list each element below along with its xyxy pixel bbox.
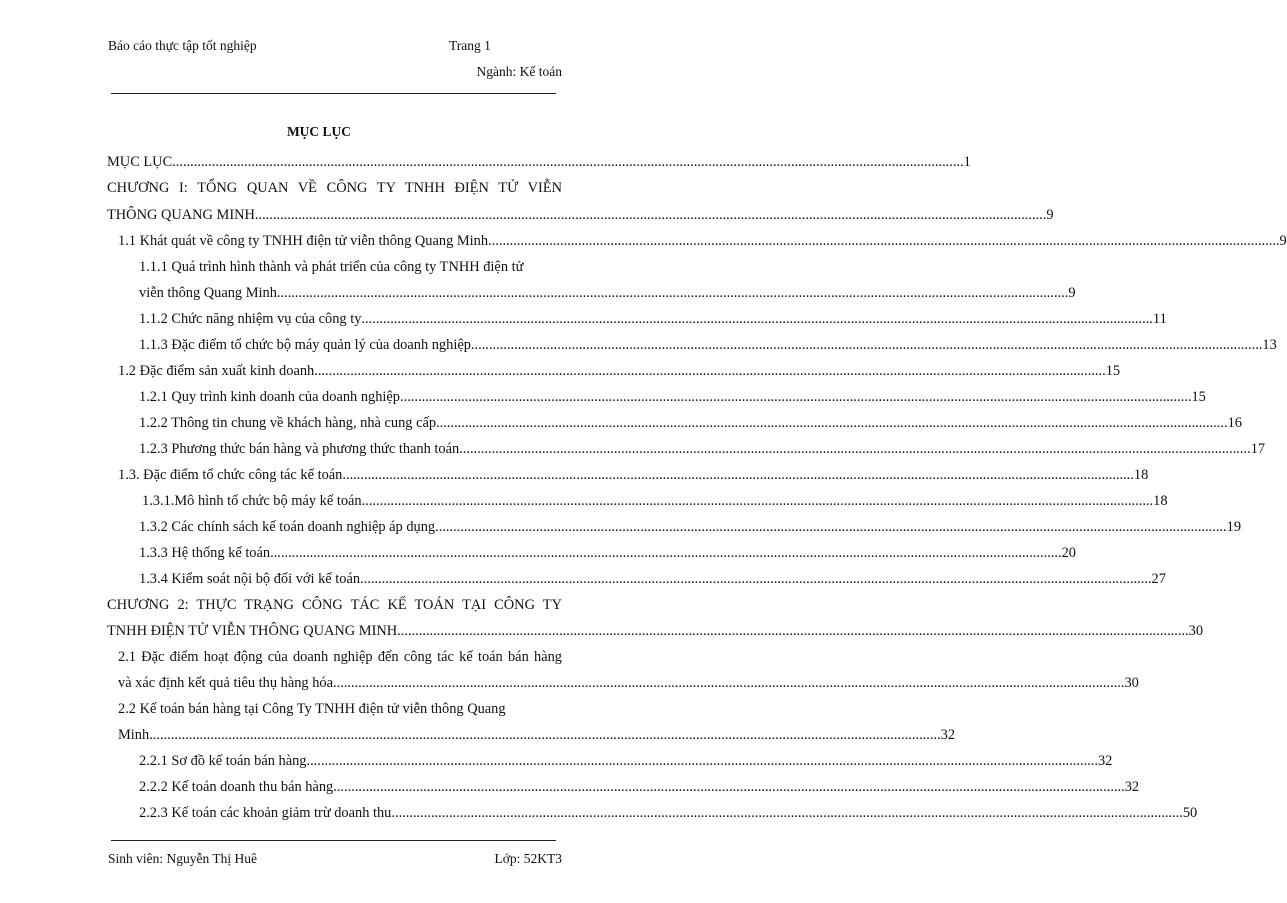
toc-leader-dots: ............................................................................................................................................................................................................................ <box>276 285 1069 301</box>
toc-entry-text: MỤC LỤC <box>107 154 173 170</box>
toc-leader-dots: ............................................................................................................................................................................................................................ <box>459 441 1251 457</box>
toc-leader-dots: ............................................................................................................................................................................................................................ <box>488 233 1280 249</box>
toc-leader-dots: ............................................................................................................................................................................................................................ <box>470 337 1263 353</box>
toc-entry-text: 1.2.2 Thông tin chung về khách hàng, nhà cung cấp <box>139 415 437 431</box>
toc-entry-page: 16 <box>1227 415 1242 431</box>
toc-entry-text: TNHH ĐIỆN TỬ VIỄN THÔNG QUANG MINH <box>107 623 398 639</box>
toc-entry-page: 1 <box>963 154 971 170</box>
toc-entry-page: 18 <box>1133 467 1149 483</box>
toc-entry-page: 11 <box>1152 311 1167 327</box>
toc-entry-line1[interactable]: 2.1 Đặc điểm hoạt động của doanh nghiệp đến công tác kế toán bán hàng <box>118 649 562 665</box>
toc-entry[interactable] <box>139 543 1076 564</box>
footer-student: Sinh viên: Nguyễn Thị Huê <box>108 851 257 866</box>
toc-entry-page: 32 <box>1097 753 1113 769</box>
toc-entry-page: 27 <box>1151 571 1166 587</box>
toc-entry[interactable] <box>107 152 971 173</box>
toc-entry[interactable] <box>139 803 1198 824</box>
toc-entry-text: 1.3. Đặc điểm tổ chức công tác kế toán <box>118 467 343 483</box>
toc-entry-page: 20 <box>1061 545 1076 561</box>
toc-entry[interactable] <box>139 309 1167 330</box>
toc-entry-text: 2.2.3 Kế toán các khoản giảm trừ doanh thu <box>139 805 392 821</box>
toc-entry-line1[interactable]: CHƯƠNG 2: THỰC TRẠNG CÔNG TÁC KẾ TOÁN TẠI CÔNG TY <box>107 597 562 613</box>
toc-entry-page: 50 <box>1182 805 1198 821</box>
toc-entry[interactable] <box>139 777 1140 798</box>
toc-entry[interactable] <box>139 751 1113 772</box>
toc-entry[interactable] <box>139 413 1242 434</box>
toc-leader-dots: ............................................................................................................................................................................................................................ <box>254 207 1047 223</box>
toc-entry[interactable] <box>118 725 956 746</box>
toc-entry-text: 1.1 Khát quát về công ty TNHH điện tử viễn thông Quang Minh <box>118 233 489 249</box>
toc-leader-dots: ............................................................................................................................................................................................................................ <box>361 311 1153 327</box>
toc-leader-dots: ............................................................................................................................................................................................................................ <box>397 623 1189 639</box>
toc-entry-page: 9 <box>1068 285 1076 301</box>
toc-entry-line1[interactable]: CHƯƠNG I: TỔNG QUAN VỀ CÔNG TY TNHH ĐIỆN TỬ VIỄN <box>107 180 562 196</box>
toc-entry[interactable] <box>142 491 1168 512</box>
toc-leader-dots: ............................................................................................................................................................................................................................ <box>360 571 1152 587</box>
toc-entry-line1[interactable]: 2.2 Kế toán bán hàng tại Công Ty TNHH điện tử viễn thông Quang <box>118 701 506 717</box>
toc-entry-text: 1.3.1.Mô hình tổ chức bộ máy kế toán <box>142 493 362 509</box>
header-major: Ngành: Kế toán <box>476 64 562 79</box>
toc-entry-page: 18 <box>1153 493 1168 509</box>
toc-entry[interactable] <box>118 673 1139 694</box>
toc-entry[interactable] <box>139 387 1206 408</box>
toc-entry[interactable] <box>139 335 1277 356</box>
toc-entry-page: 19 <box>1226 519 1242 535</box>
toc-entry[interactable] <box>139 517 1242 538</box>
footer-rule <box>111 840 556 841</box>
toc-entry[interactable] <box>118 361 1121 382</box>
toc-entry[interactable] <box>107 205 1054 226</box>
toc-entry-text: 1.1.2 Chức năng nhiệm vụ của công ty <box>139 311 362 327</box>
toc-entry-page: 9 <box>1046 207 1054 223</box>
header-page-number: Trang 1 <box>449 38 491 53</box>
toc-entry-page: 15 <box>1191 389 1206 405</box>
toc-leader-dots: ............................................................................................................................................................................................................................ <box>314 363 1106 379</box>
toc-entry-text: 1.2.3 Phương thức bán hàng và phương thức thanh toán <box>139 441 460 457</box>
toc-leader-dots: ............................................................................................................................................................................................................................ <box>361 493 1154 509</box>
toc-entry-page: 15 <box>1105 363 1121 379</box>
toc-leader-dots: ............................................................................................................................................................................................................................ <box>333 779 1125 795</box>
footer-class: Lớp: 52KT3 <box>494 851 562 866</box>
toc-entry-text: 1.2 Đặc điểm sản xuất kinh doanh <box>118 363 315 379</box>
toc-leader-dots: ............................................................................................................................................................................................................................ <box>342 467 1134 483</box>
toc-entry-text: 2.2.2 Kế toán doanh thu bán hàng <box>139 779 334 795</box>
toc-title: MỤC LỤC <box>286 124 352 139</box>
toc-entry[interactable] <box>139 283 1076 304</box>
toc-entry-text: 1.3.3 Hệ thống kế toán <box>139 545 271 561</box>
toc-entry-page: 30 <box>1188 623 1204 639</box>
toc-entry-page: 13 <box>1262 337 1277 353</box>
toc-entry[interactable] <box>139 569 1166 590</box>
toc-entry-text: 1.3.4 Kiểm soát nội bộ đối với kế toán <box>139 571 361 587</box>
toc-entry-line1[interactable]: 1.1.1 Quá trình hình thành và phát triển của công ty TNHH điện tử <box>139 259 524 275</box>
toc-leader-dots: ............................................................................................................................................................................................................................ <box>172 154 964 170</box>
toc-leader-dots: ............................................................................................................................................................................................................................ <box>436 415 1228 431</box>
toc-entry[interactable] <box>139 439 1266 460</box>
toc-leader-dots: ............................................................................................................................................................................................................................ <box>391 805 1183 821</box>
toc-entry-page: 30 <box>1124 675 1139 691</box>
toc-entry[interactable] <box>107 621 1204 642</box>
header-report-title: Báo cáo thực tập tốt nghiệp <box>108 38 257 53</box>
toc-entry-text: 1.1.3 Đặc điểm tổ chức bộ máy quản lý của doanh nghiệp <box>139 337 471 353</box>
toc-entry-page: 17 <box>1250 441 1266 457</box>
toc-entry[interactable] <box>118 231 1287 252</box>
toc-entry-text: 1.2.1 Quy trình kinh doanh của doanh nghiệp <box>139 389 400 405</box>
toc-leader-dots: ............................................................................................................................................................................................................................ <box>306 753 1098 769</box>
toc-entry-text: và xác định kết quả tiêu thụ hàng hóa <box>118 675 333 691</box>
toc-leader-dots: ............................................................................................................................................................................................................................ <box>333 675 1125 691</box>
toc-leader-dots: ............................................................................................................................................................................................................................ <box>149 727 941 743</box>
toc-entry-text: viễn thông Quang Minh <box>139 285 277 301</box>
toc-entry-page: 9 <box>1279 233 1287 249</box>
toc-entry-text: THÔNG QUANG MINH <box>107 207 255 223</box>
toc-entry-page: 32 <box>1124 779 1140 795</box>
toc-entry[interactable] <box>118 465 1149 486</box>
toc-leader-dots: ............................................................................................................................................................................................................................ <box>270 545 1062 561</box>
toc-leader-dots: ............................................................................................................................................................................................................................ <box>400 389 1192 405</box>
header-rule <box>111 93 556 94</box>
toc-entry-text: 1.3.2 Các chính sách kế toán doanh nghiệp áp dụng <box>139 519 436 535</box>
toc-entry-text: 2.2.1 Sơ đồ kế toán bán hàng <box>139 753 307 769</box>
toc-leader-dots: ............................................................................................................................................................................................................................ <box>435 519 1227 535</box>
toc-entry-text: Minh <box>118 727 150 743</box>
toc-entry-page: 32 <box>940 727 956 743</box>
